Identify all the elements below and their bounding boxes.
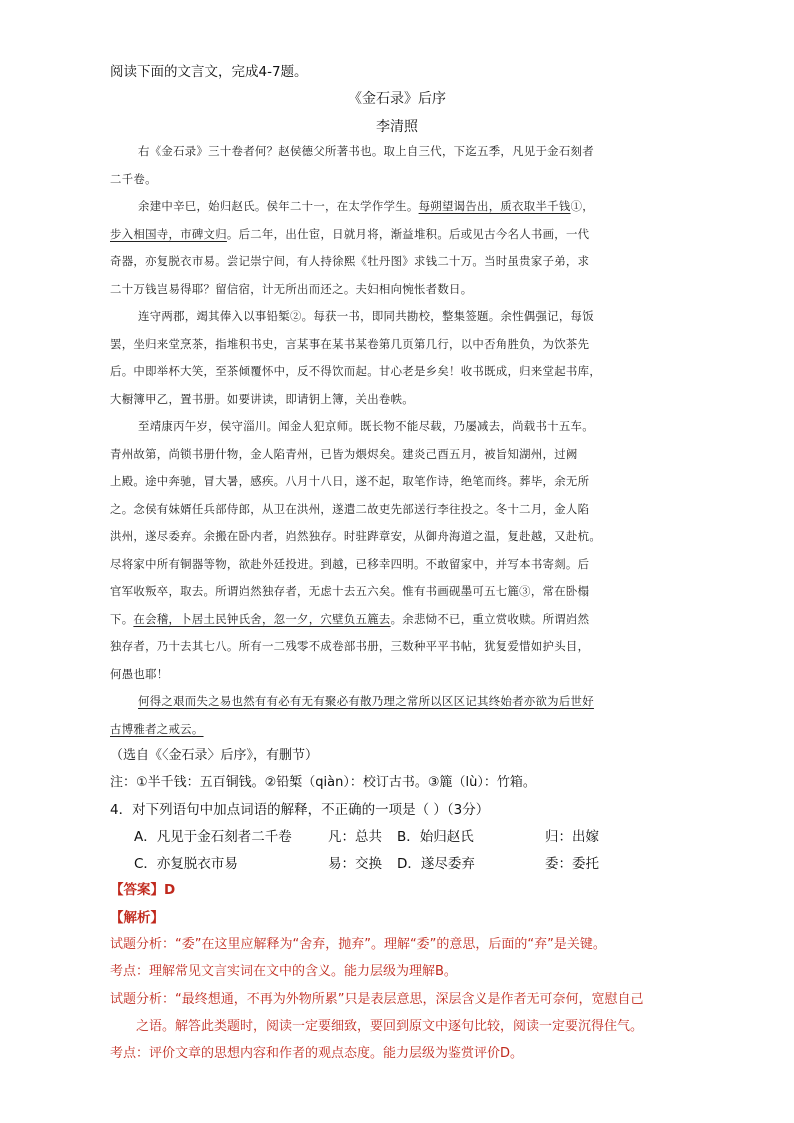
passage-line: 何愚也耶！ — [110, 666, 169, 681]
option-d-definition: 委：委托 — [545, 856, 599, 872]
question-4: 4．对下列语句中加点词语的解释，不正确的一项是（ ）（3分） — [110, 802, 490, 818]
passage-line — [110, 221, 693, 249]
option-a-definition: 凡：总共 — [328, 829, 382, 845]
underlined-sentence: 在会稽，卜居土民钟氏舍，忽一夕，穴壁负五簏去 — [133, 611, 391, 626]
passage-paragraph-2 — [110, 193, 693, 303]
passage-line — [110, 193, 693, 221]
answer-label: 【答案】 — [110, 882, 164, 898]
passage-line: 官军收叛卒，取去。所谓岿然独存者，无虑十去五六矣。惟有书画砚墨可五七簏③，常在卧榻 — [110, 584, 590, 598]
passage-text: 下。 — [110, 611, 134, 626]
passage-line: 奇器，亦复脱衣市易。尝记崇宁间，有人持徐熙《牡丹图》求钱二十万。当时虽贵家子弟，求 — [110, 254, 590, 268]
passage-line: 至靖康丙午岁，侯守淄川。闻金人犯京师。既长物不能尽载，乃屡减去，尚载书十五车。 — [138, 419, 594, 433]
passage-line: 之。念侯有妹婿任兵部侍郎，从卫在洪州，遂遣二故吏先部送行李往投之。冬十二月，金人陷 — [110, 501, 590, 516]
passage-text: 。余悲恸不已，重立赏收赎。所谓岿然 — [390, 611, 590, 626]
passage-line: 洪州，遂尽委弃。余搬在卧内者，岿然独存。时驻跸章安，从御舟海道之温，复赴越，又赴杭。 — [110, 529, 602, 543]
underlined-sentence: 每朔望谒告出，质衣取半千钱 — [418, 199, 571, 213]
option-b: B．始归赵氏 — [397, 829, 474, 845]
option-c: C．亦复脱衣市易 — [134, 856, 238, 872]
passage-line: 独存者，乃十去其七八。所有一二残零不成卷部书册，三数种平平书帖，犹复爱惜如护头目， — [110, 639, 590, 653]
passage-paragraph-3 — [110, 303, 693, 413]
passage-line: 罢，坐归来堂烹茶，指堆积书史，言某事在某书某卷第几页第几行，以中否角胜负，为饮茶先 — [110, 336, 590, 351]
passage-author: 李清照 — [376, 119, 418, 135]
passage-paragraph-1 — [110, 138, 693, 193]
answer-value: D — [164, 882, 176, 898]
unpunctuated-sentence: 何得之艰而失之易也然有有必有无有聚必有散乃理之常所以区区记其终始者亦欲为后世好 — [138, 694, 594, 708]
unpunctuated-sentence: 古博雅者之戒云。 — [110, 721, 204, 736]
analysis-line: 试题分析：“最终想通，不再为外物所累”只是表层意思，深层含义是作者无可奈何，宽慰自己 — [110, 992, 644, 1007]
passage-line: 青州故第，尚锁书册什物，金人陷青州，已皆为煨烬矣。建炎己酉五月，被旨知湖州，过阙 — [110, 446, 578, 461]
passage-text: ①， — [570, 199, 594, 213]
passage-line: 后。中即举杯大笑，至茶倾覆怀中，反不得饮而起。甘心老是乡矣！收书既成，归来堂起书库， — [110, 364, 602, 378]
passage-line: 大橱簿甲乙，置书册。如要讲读，即请钥上簿，关出卷帙。 — [110, 391, 414, 406]
analysis-line: 之语。解答此类题时，阅读一定要细致，要回到原文中逐句比较，阅读一定要沉得住气。 — [136, 1019, 644, 1034]
analysis-line: 考点：评价文章的思想内容和作者的观点态度。能力层级为鉴赏评价D。 — [110, 1046, 524, 1061]
source-citation: （选自《〈金石录〉后序》，有删节） — [110, 748, 319, 763]
passage-line: 连守两郡，竭其俸入以事铅椠②。每获一书，即同共勘校，整集签题。余性偶强记，每饭 — [138, 309, 594, 323]
passage-line: 尽将家中所有铜器等物，欲赴外廷投进。到越，已移幸四明。不敢留家中，并写本书寄剡。后 — [110, 556, 590, 571]
passage-paragraph-5 — [110, 688, 693, 743]
instruction-text: 阅读下面的文言文，完成4-7题。 — [110, 64, 308, 80]
underlined-sentence: 步入相国寺，市碑文归 — [110, 226, 227, 241]
passage-line: 上殿。途中奔驰，冒大暑，感疾。八月十八日，遂不起，取笔作诗，绝笔而终。葬毕，余无所 — [110, 474, 590, 488]
option-b-definition: 归：出嫁 — [545, 829, 599, 845]
passage-text: 。后二年，出仕宦，日就月将，渐益堆积。后或见古今名人书画，一代 — [226, 226, 590, 241]
passage-line: 右《金石录》三十卷者何？赵侯德父所著书也。取上自三代，下迄五季，凡见于金石刻者 — [138, 144, 594, 158]
passage-line: 二十万钱岂易得耶？留信宿，计无所出而还之。夫妇相向惋怅者数日。 — [110, 281, 473, 296]
analysis-line: 试题分析：“委”在这里应解释为“舍弃，抛弃”。理解“委”的意思，后面的“弃”是关键。 — [110, 937, 606, 952]
passage-text: 余建中辛巳，始归赵氏。侯年二十一，在太学作学生。 — [138, 199, 419, 213]
analysis-label: 【解析】 — [110, 910, 164, 926]
answer-line — [110, 878, 175, 898]
footnotes: 注：①半千钱：五百铜钱。②铅椠（qiàn）：校订古书。③簏（lù）：竹箱。 — [110, 775, 536, 790]
option-c-definition: 易：交换 — [328, 856, 382, 872]
option-d: D．遂尽委弃 — [397, 856, 475, 872]
analysis-line: 考点：理解常见文言实词在文中的含义。能力层级为理解B。 — [110, 964, 457, 979]
passage-line: 二千卷。 — [110, 171, 157, 186]
option-a: A．凡见于金石刻者二千卷 — [134, 829, 292, 845]
passage-title: 《金石录》后序 — [348, 91, 446, 107]
passage-paragraph-4 — [110, 413, 693, 688]
passage-line — [110, 606, 693, 634]
